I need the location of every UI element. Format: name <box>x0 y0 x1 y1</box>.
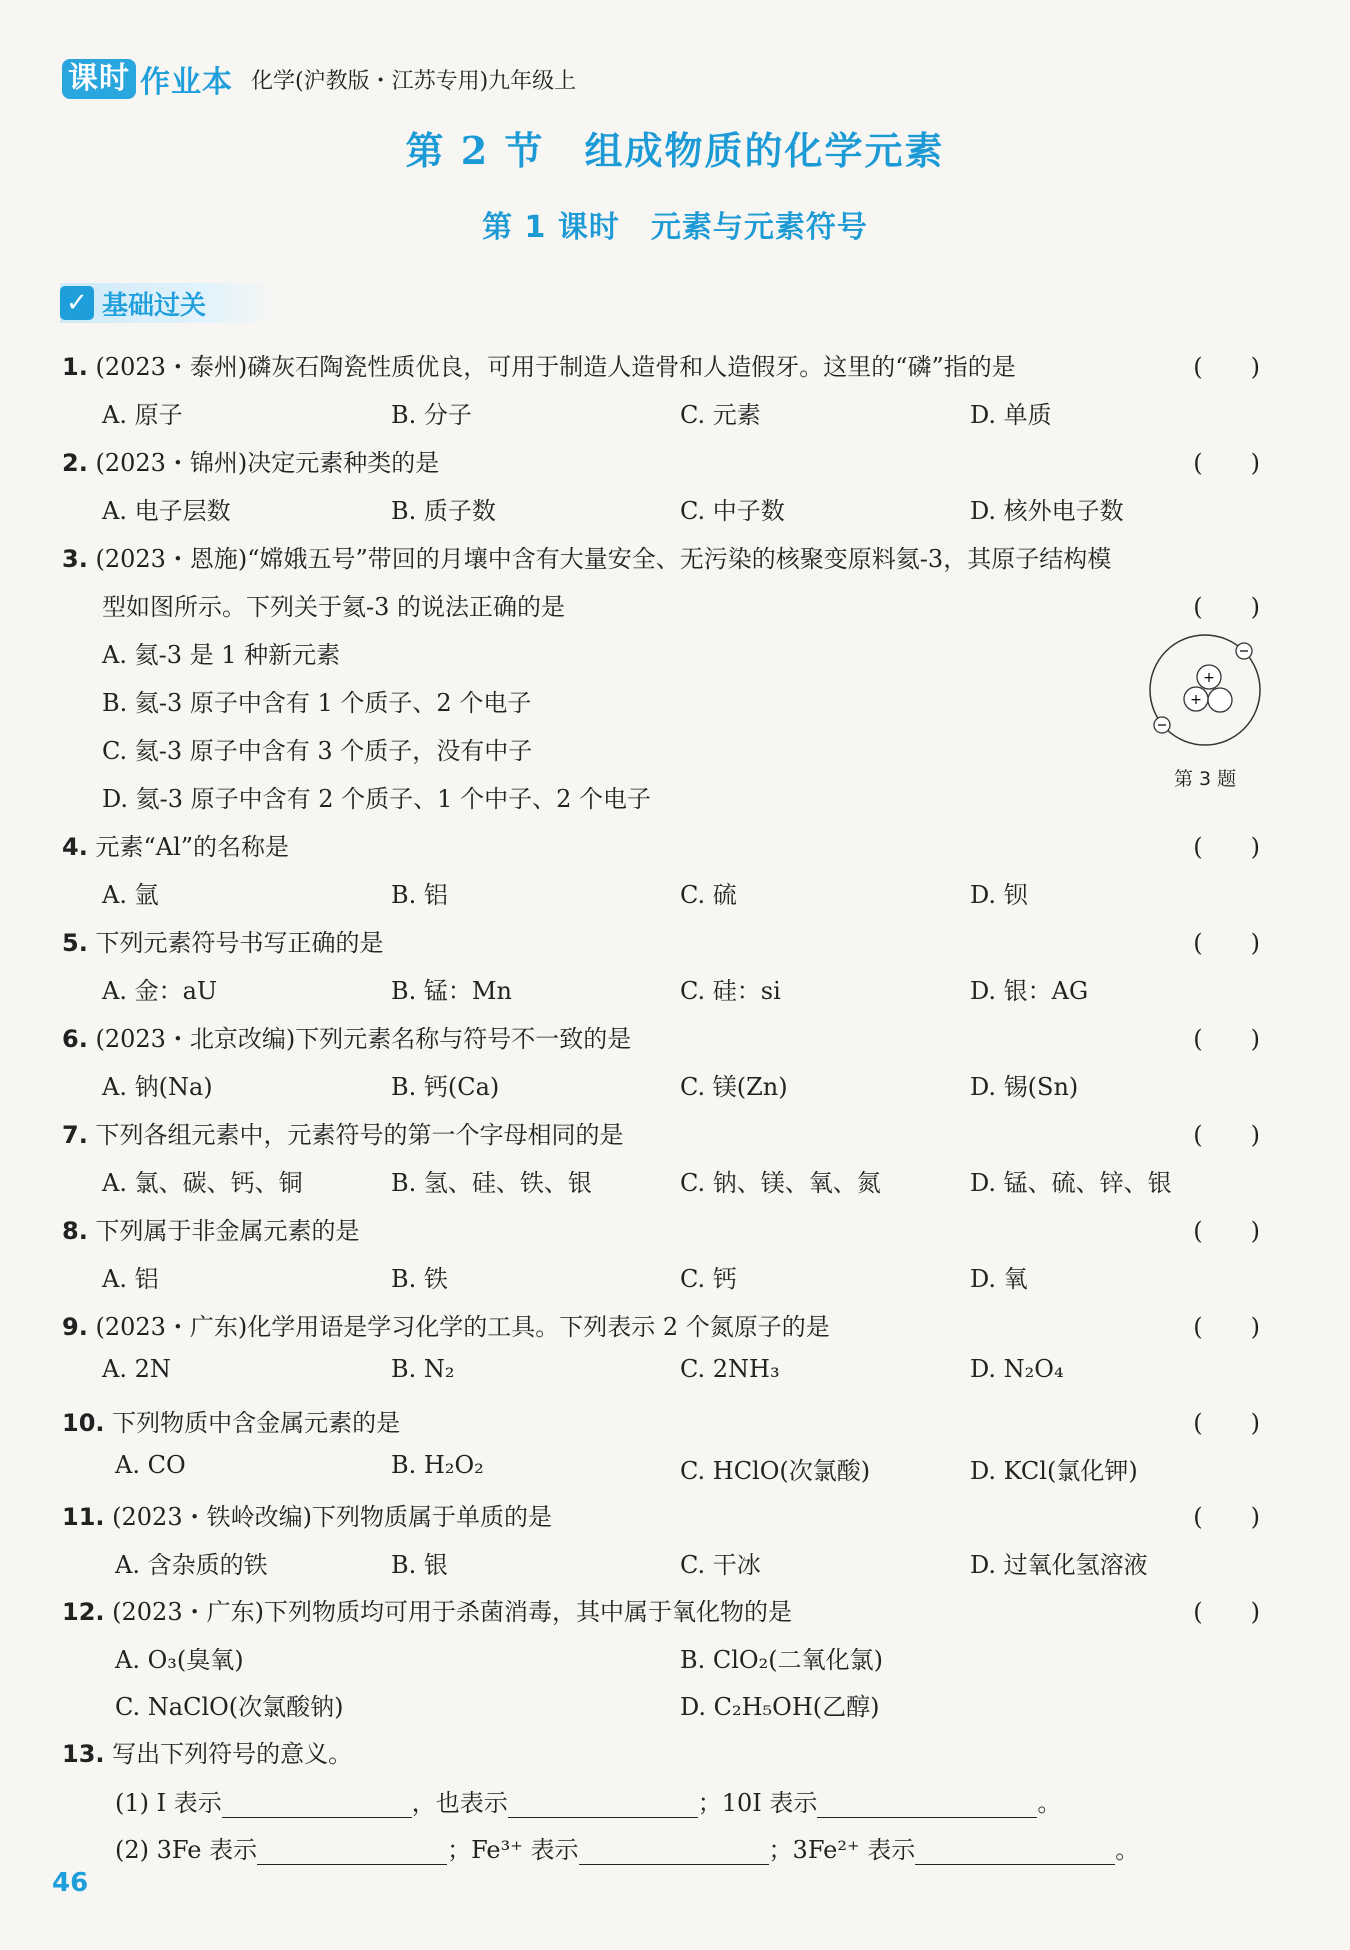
option: B. H₂O₂ <box>391 1451 484 1479</box>
question-3: 3. (2023・恩施)“嫦娥五号”带回的月壤中含有大量安全、无污染的核聚变原料氦-3，其原子结构模 <box>62 545 1112 573</box>
question-text: (2023・北京改编)下列元素名称与符号不一致的是 <box>95 1025 632 1053</box>
checkmark-icon: ✓ <box>60 286 94 320</box>
option: D. 氧 <box>970 1265 1028 1293</box>
question-5: 5. 下列元素符号书写正确的是 <box>62 929 384 957</box>
question-text: (2023・锦州)决定元素种类的是 <box>95 449 440 477</box>
option: D. 锡(Sn) <box>970 1073 1079 1101</box>
question-2: 2. (2023・锦州)决定元素种类的是 <box>62 449 440 477</box>
option: A. 铝 <box>102 1265 159 1293</box>
question-10: 10. 下列物质中含金属元素的是 <box>62 1409 401 1437</box>
answer-blank[interactable] <box>915 1836 1115 1865</box>
question-text: 写出下列符号的意义。 <box>112 1740 353 1768</box>
question-13: 13. 写出下列符号的意义。 <box>62 1740 353 1768</box>
question-text: 元素“Al”的名称是 <box>95 833 290 861</box>
question-8: 8. 下列属于非金属元素的是 <box>62 1217 360 1245</box>
option: C. 钙 <box>680 1265 737 1293</box>
fill-line-2: (2) 3Fe 表示 ；Fe³⁺ 表示 ；3Fe²⁺ 表示 。 <box>115 1836 1140 1864</box>
option: A. 金：aU <box>102 977 218 1005</box>
question-7: 7. 下列各组元素中，元素符号的第一个字母相同的是 <box>62 1121 624 1149</box>
basic-section-badge <box>60 283 276 323</box>
option: C. NaClO(次氯酸钠) <box>115 1693 344 1721</box>
option: A. 氦-3 是 1 种新元素 <box>102 641 341 669</box>
option: C. 中子数 <box>680 497 785 525</box>
book-brand <box>62 58 576 100</box>
question-3-cont: 型如图所示。下列关于氦-3 的说法正确的是 <box>102 593 566 621</box>
option: D. C₂H₅OH(乙醇) <box>680 1693 880 1721</box>
option: D. N₂O₄ <box>970 1355 1064 1383</box>
answer-paren: ( ) <box>1193 1025 1260 1053</box>
answer-paren: ( ) <box>1193 1409 1260 1437</box>
option: B. 钙(Ca) <box>391 1073 500 1101</box>
question-text: 下列各组元素中，元素符号的第一个字母相同的是 <box>95 1121 624 1149</box>
option: C. 钠、镁、氧、氮 <box>680 1169 881 1197</box>
lesson-title: 第 1 课时 元素与元素符号 <box>482 210 868 245</box>
option: C. 2NH₃ <box>680 1355 780 1383</box>
option: A. 含杂质的铁 <box>115 1551 268 1579</box>
option: B. 氢、硅、铁、银 <box>391 1169 592 1197</box>
answer-paren: ( ) <box>1193 1598 1260 1626</box>
option: B. 铁 <box>391 1265 448 1293</box>
option: B. N₂ <box>391 1355 455 1383</box>
answer-blank[interactable] <box>817 1789 1037 1818</box>
question-text: (2023・泰州)磷灰石陶瓷性质优良，可用于制造人造骨和人造假牙。这里的“磷”指的是 <box>95 353 1016 381</box>
option: B. 分子 <box>391 401 472 429</box>
option: B. 质子数 <box>391 497 496 525</box>
option: C. 元素 <box>680 401 761 429</box>
option: A. 钠(Na) <box>102 1073 213 1101</box>
book-subtitle: 化学(沪教版・江苏专用)九年级上 <box>251 68 577 94</box>
option: A. 电子层数 <box>102 497 231 525</box>
question-text: (2023・恩施)“嫦娥五号”带回的月壤中含有大量安全、无污染的核聚变原料氦-3，其原子结构模 <box>95 545 1112 573</box>
option: C. 氦-3 原子中含有 3 个质子，没有中子 <box>102 737 533 765</box>
option: B. 铝 <box>391 881 448 909</box>
question-text: 下列元素符号书写正确的是 <box>95 929 384 957</box>
option: A. O₃(臭氧) <box>115 1646 244 1674</box>
page-number: 46 <box>52 1868 89 1898</box>
question-9: 9. (2023・广东)化学用语是学习化学的工具。下列表示 2 个氮原子的是 <box>62 1313 830 1341</box>
option: A. 原子 <box>102 401 183 429</box>
answer-paren: ( ) <box>1193 353 1260 381</box>
option: D. 银：AG <box>970 977 1089 1005</box>
question-text: (2023・铁岭改编)下列物质属于单质的是 <box>112 1503 552 1531</box>
option: D. 核外电子数 <box>970 497 1124 525</box>
option: D. 氦-3 原子中含有 2 个质子、1 个中子、2 个电子 <box>102 785 651 813</box>
option: D. KCl(氯化钾) <box>970 1457 1138 1485</box>
section-title: 第 2 节 组成物质的化学元素 <box>405 128 945 173</box>
question-11: 11. (2023・铁岭改编)下列物质属于单质的是 <box>62 1503 552 1531</box>
question-text: (2023・广东)下列物质均可用于杀菌消毒，其中属于氧化物的是 <box>112 1598 792 1626</box>
question-12: 12. (2023・广东)下列物质均可用于杀菌消毒，其中属于氧化物的是 <box>62 1598 792 1626</box>
question-text: (2023・广东)化学用语是学习化学的工具。下列表示 2 个氮原子的是 <box>95 1313 830 1341</box>
badge-label: 基础过关 <box>102 290 207 321</box>
option: A. 氯、碳、钙、铜 <box>102 1169 303 1197</box>
option: C. 干冰 <box>680 1551 761 1579</box>
answer-blank[interactable] <box>222 1789 412 1818</box>
option: B. 银 <box>391 1551 448 1579</box>
question-text: 下列物质中含金属元素的是 <box>112 1409 401 1437</box>
option: C. 硅：si <box>680 977 781 1005</box>
answer-blank[interactable] <box>579 1836 769 1865</box>
answer-blank[interactable] <box>508 1789 698 1818</box>
answer-paren: ( ) <box>1193 929 1260 957</box>
question-6: 6. (2023・北京改编)下列元素名称与符号不一致的是 <box>62 1025 632 1053</box>
answer-paren: ( ) <box>1193 833 1260 861</box>
question-text: 下列属于非金属元素的是 <box>95 1217 360 1245</box>
option: B. ClO₂(二氧化氯) <box>680 1646 883 1674</box>
option: C. 硫 <box>680 881 737 909</box>
brand-name: 作业本 <box>140 65 233 100</box>
answer-paren: ( ) <box>1193 449 1260 477</box>
answer-paren: ( ) <box>1193 1217 1260 1245</box>
option: D. 锰、硫、锌、银 <box>970 1169 1172 1197</box>
option: D. 过氧化氢溶液 <box>970 1551 1148 1579</box>
answer-paren: ( ) <box>1193 593 1260 621</box>
option: A. 氩 <box>102 881 159 909</box>
figure-caption: 第 3 题 <box>1174 768 1237 790</box>
question-1: 1. (2023・泰州)磷灰石陶瓷性质优良，可用于制造人造骨和人造假牙。这里的“磷”指的是 <box>62 353 1016 381</box>
answer-paren: ( ) <box>1193 1121 1260 1149</box>
answer-paren: ( ) <box>1193 1503 1260 1531</box>
svg-text:+: + <box>1203 670 1215 686</box>
option: B. 氦-3 原子中含有 1 个质子、2 个电子 <box>102 689 532 717</box>
option: A. 2N <box>102 1355 171 1383</box>
fill-line-1: (1) I 表示 ，也表示 ；10I 表示 。 <box>115 1789 1062 1817</box>
brand-logo: 课时 <box>62 59 136 99</box>
option: C. 镁(Zn) <box>680 1073 788 1101</box>
svg-text:+: + <box>1190 692 1202 708</box>
option: D. 钡 <box>970 881 1028 909</box>
answer-paren: ( ) <box>1193 1313 1260 1341</box>
option: D. 单质 <box>970 401 1052 429</box>
option: A. CO <box>115 1451 186 1479</box>
option: C. HClO(次氯酸) <box>680 1457 871 1485</box>
answer-blank[interactable] <box>257 1836 447 1865</box>
option: B. 锰：Mn <box>391 977 512 1005</box>
helium-atom-model-figure <box>1143 633 1273 749</box>
question-4: 4. 元素“Al”的名称是 <box>62 833 290 861</box>
